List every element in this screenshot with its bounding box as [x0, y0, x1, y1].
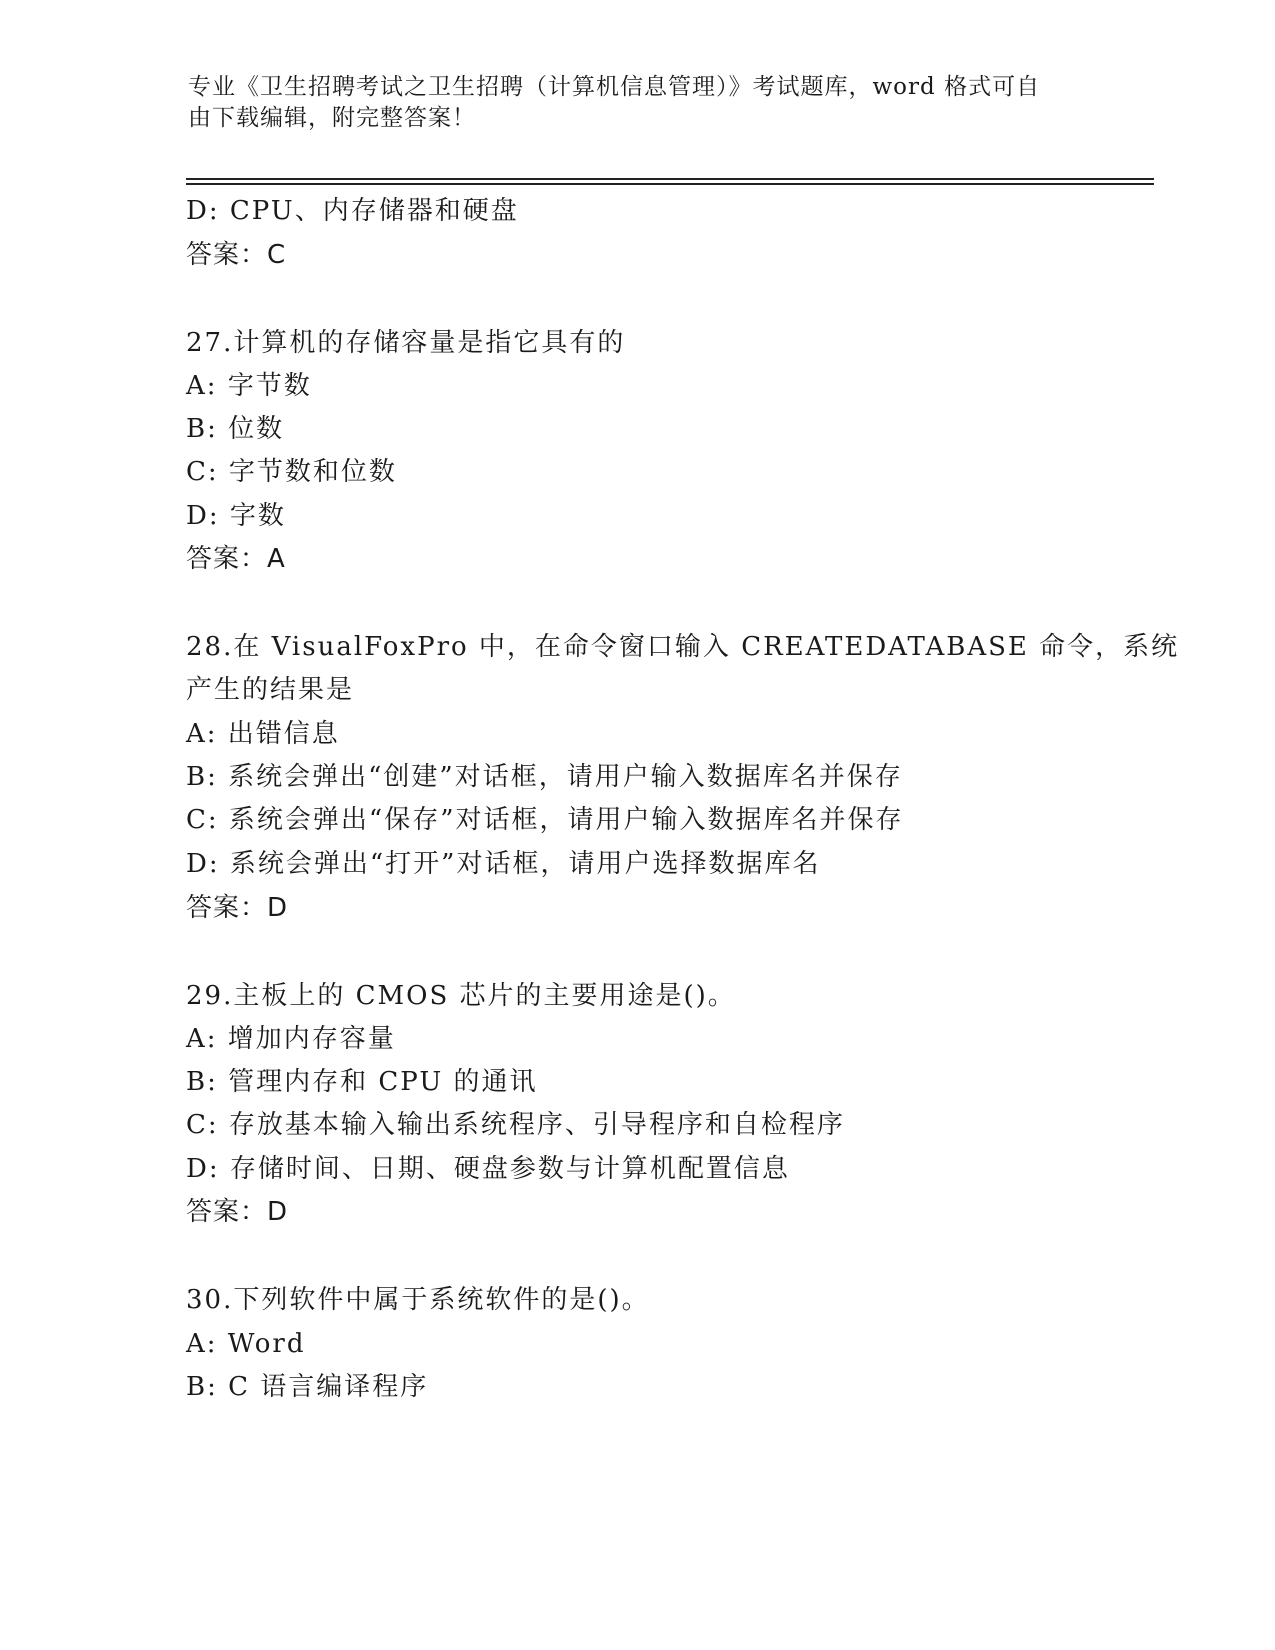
question-line: C: 系统会弹出“保存”对话框，请用户输入数据库名并保存: [186, 805, 904, 835]
question-line: B: 位数: [186, 414, 285, 444]
question-line: 产生的结果是: [186, 675, 355, 705]
answer-line: 答案：A: [186, 544, 286, 574]
question-line: 30.下列软件中属于系统软件的是()。: [186, 1285, 650, 1315]
question-line: A: 字节数: [186, 371, 312, 401]
question-line: 27.计算机的存储容量是指它具有的: [186, 328, 626, 358]
question-line: A: 增加内存容量: [186, 1024, 396, 1054]
answer-line: 答案：C: [186, 240, 287, 270]
question-line: D: 字数: [186, 501, 286, 531]
question-line: D: 系统会弹出“打开”对话框，请用户选择数据库名: [186, 849, 821, 879]
question-line: 29.主板上的 CMOS 芯片的主要用途是()。: [186, 981, 736, 1011]
question-line: 28.在 VisualFoxPro 中，在命令窗口输入 CREATEDATABASE 命令，系统: [186, 632, 1180, 662]
question-line: A: Word: [186, 1329, 306, 1359]
header-divider-bottom: [186, 183, 1154, 185]
question-line: C: 字节数和位数: [186, 457, 397, 487]
question-line: B: 系统会弹出“创建”对话框，请用户输入数据库名并保存: [186, 762, 903, 792]
header-line-2: 由下载编辑，附完整答案！: [188, 105, 476, 131]
header-divider-top: [186, 178, 1154, 180]
question-line: A: 出错信息: [186, 719, 340, 749]
answer-line: 答案：D: [186, 1197, 289, 1227]
question-line: B: C 语言编译程序: [186, 1372, 429, 1402]
question-line: C: 存放基本输入输出系统程序、引导程序和自检程序: [186, 1110, 845, 1140]
answer-line: 答案：D: [186, 893, 289, 923]
question-line: B: 管理内存和 CPU 的通讯: [186, 1067, 538, 1097]
question-line: D: 存储时间、日期、硬盘参数与计算机配置信息: [186, 1154, 790, 1184]
document-header: [188, 72, 1068, 134]
question-line: D: CPU、内存储器和硬盘: [186, 196, 519, 226]
header-line-1: 专业《卫生招聘考试之卫生招聘（计算机信息管理）》考试题库，word 格式可自: [188, 74, 1041, 100]
